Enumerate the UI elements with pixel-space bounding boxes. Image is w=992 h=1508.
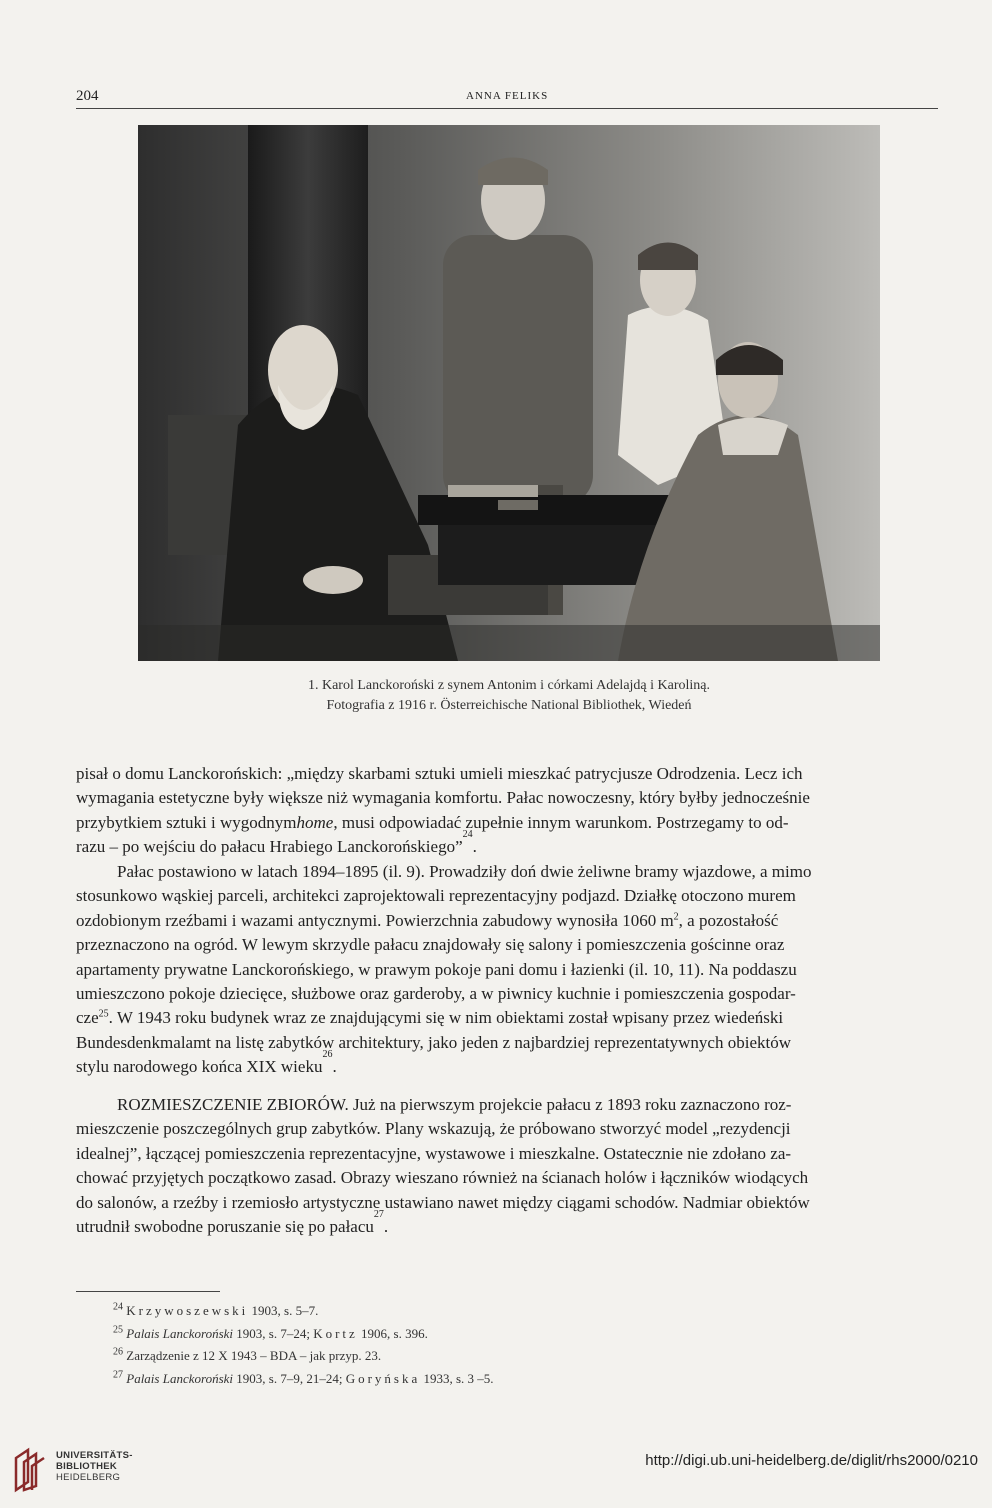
paragraph-1 — [76, 762, 938, 860]
page-number: 204 — [76, 88, 99, 104]
text-line: idealnej”, łączącej pomieszczenia reprezentacyjne, wystawowe i mieszkalne. Ostatecznie nie zdołano za- — [76, 1143, 792, 1163]
historical-photograph — [138, 125, 880, 661]
page-header — [76, 88, 938, 109]
library-logo-icon — [12, 1446, 52, 1494]
text-line: przybytkiem sztuki i wygodnymhome, musi odpowiadać zupełnie innym warunkom. Postrzegamy to od- — [76, 812, 789, 832]
text-line: cze$^{25}$. W 1943 roku budynek wraz ze znajdującymi się w nim obiektami został wpisany przez wiedeński — [76, 1008, 784, 1028]
caption-line: Fotografia z 1916 r. Österreichische National Bibliothek, Wiedeń — [326, 698, 692, 713]
library-logo[interactable] — [12, 1446, 162, 1496]
footnote-ref[interactable]: 24 — [462, 829, 473, 841]
footnote-25: $^{25}$ Palais Lanckoroński 1903, s. 7–24; Kortz 1906, s. 396. — [113, 1324, 428, 1341]
photograph-image — [138, 125, 880, 661]
text-line: Pałac postawiono w latach 1894–1895 (il. 9). Prowadziły doń dwie żeliwne bramy wjazdowe, a mimo — [117, 862, 812, 881]
caption-line: 1. Karol Lanckoroński z synem Antonim i córkami Adelajdą i Karoliną. — [307, 678, 710, 693]
text-line: ROZMIESZCZENIE ZBIORÓW. Już na pierwszym projekcie pałacu z 1893 roku zaznaczono roz- — [117, 1095, 792, 1114]
text-line: chować przyjętych początkowo zasad. Obrazy wieszano również na ścianach holów i łączników wiodących — [76, 1168, 809, 1188]
footnote-26: $^{26}$ Zarządzenie z 12 X 1943 – BDA – jak przyp. 23. — [113, 1346, 382, 1363]
text-line: ozdobionym rzeźbami i wazami antycznymi. Powierzchnia zabudowy wynosiła 1060 $m^2$, a pozostałość — [76, 910, 779, 930]
library-name: UNIVERSITÄTS- BIBLIOTHEK HEIDELBERG — [56, 1450, 133, 1483]
text-line: stosunkowo wąskiej parceli, architekci zaprojektowali reprezentacyjny podjazd. Działkę otoczono murem — [76, 886, 796, 906]
text-line: pisał o domu Lanckorońskich: „między skarbami sztuki umieli mieszkać patrycjusze Odrodzenia. Lecz ich — [76, 764, 803, 783]
paragraph-2 — [76, 860, 938, 1080]
text-line: umieszczono pokoje dziecięce, służbowe oraz garderoby, a w piwnicy kuchnie i pomieszczenia gospodar- — [76, 984, 796, 1004]
source-url-link[interactable]: http://digi.ub.uni-heidelberg.de/diglit/rhs2000/0210 — [645, 1452, 978, 1469]
figure-caption — [138, 676, 880, 716]
footnote-ref[interactable]: 27 — [373, 1209, 384, 1221]
footnote-divider — [76, 1291, 220, 1292]
text-line: przeznaczono na ogród. W lewym skrzydle pałacu znajdowały się salony i pomieszczenia gościnne oraz — [76, 935, 785, 955]
text-line: mieszczenie poszczególnych grup zabytków. Plany wskazują, że próbowano stworzyć model „rezydencji — [76, 1119, 791, 1139]
footnotes — [113, 1300, 494, 1390]
footnote-ref[interactable]: 25 — [98, 1008, 109, 1020]
text-line: wymagania estetyczne były większe niż wymagania komfortu. Pałac nowoczesny, który byłby jednocześnie — [76, 788, 810, 808]
text-line: utrudnił swobodne poruszanie się po pałacu 27 . — [76, 1215, 938, 1239]
running-head: ANNA FELIKS — [466, 90, 549, 102]
text-line: stylu narodowego końca XIX wieku 26 . — [76, 1055, 938, 1079]
text-line: do salonów, a rzeźby i rzemiosło artystyczne ustawiano nawet między ciągami schodów. Nadmiar obiektów — [76, 1192, 810, 1212]
text-line: apartamenty prywatne Lanckorońskiego, w prawym pokoje pani domu i łazienki (il. 10, 11). Na poddaszu — [76, 959, 797, 979]
footnote-24: $^{24}$ Krzywoszewski 1903, s. 5–7. — [113, 1301, 319, 1318]
paragraph-3 — [76, 1093, 938, 1239]
footnote-ref[interactable]: 26 — [322, 1049, 333, 1061]
text-line: razu – po wejściu do pałacu Hrabiego Lanckorońskiego” 24 . — [76, 835, 938, 859]
footnote-27: $^{27}$ Palais Lanckoroński 1903, s. 7–9, 21–24; Goryńska 1933, s. 3 –5. — [113, 1369, 494, 1386]
text-line: Bundesdenkmalamt na listę zabytków architektury, jako jeden z najbardziej reprezentatywnych obiektów — [76, 1032, 791, 1052]
